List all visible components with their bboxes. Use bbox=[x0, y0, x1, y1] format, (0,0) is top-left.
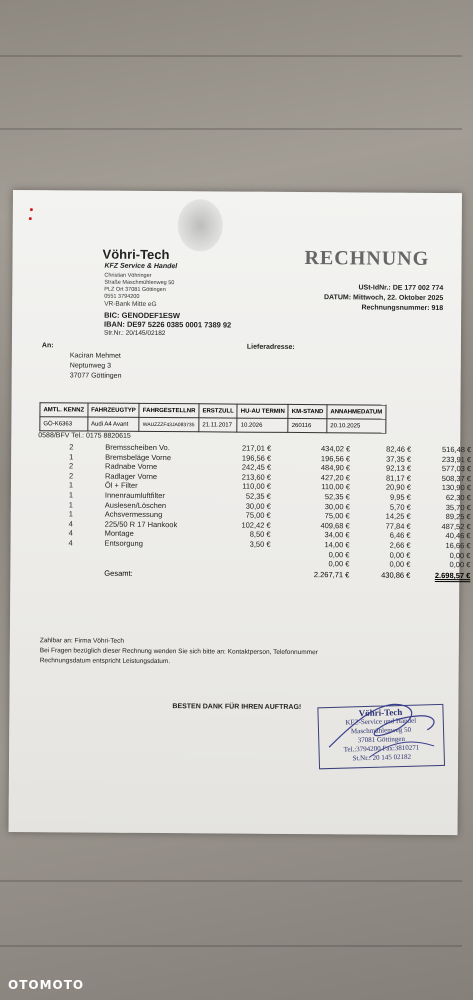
company-phone: 0551 3794200 bbox=[104, 293, 140, 300]
line-item-qty: 2 bbox=[69, 461, 74, 471]
line-item-vat: 2,66 € bbox=[389, 540, 411, 550]
company-name: Vöhri-Tech bbox=[102, 246, 170, 263]
invoice-date: DATUM: Mittwoch, 22. Oktober 2025 bbox=[323, 294, 444, 303]
vehicle-header-cell: FAHRGESTELLNR bbox=[139, 403, 199, 417]
line-item-desc: Radlager Vorne bbox=[104, 471, 158, 481]
company-subtitle: KFZ Service & Handel bbox=[104, 262, 178, 271]
line-item-vat: 0,00 € bbox=[389, 559, 411, 569]
line-item-desc: Entsorgung bbox=[104, 538, 143, 548]
totals-vat: 430,86 € bbox=[381, 570, 411, 580]
line-item-total: 434,02 € bbox=[320, 444, 351, 454]
line-item-qty: 1 bbox=[68, 499, 74, 510]
red-mark bbox=[30, 208, 33, 211]
line-item-qty: 1 bbox=[68, 490, 74, 500]
recipient-label: An: bbox=[41, 342, 54, 350]
smudge bbox=[178, 199, 223, 251]
vehicle-value-cell: 20.10.2025 bbox=[327, 419, 386, 433]
line-item-total: 75,00 € bbox=[324, 511, 350, 521]
line-item-row bbox=[40, 557, 471, 570]
line-item-desc: Auslesen/Löschen bbox=[104, 500, 167, 510]
line-item-vat: 37,35 € bbox=[386, 454, 412, 464]
totals-label: Gesamt: bbox=[104, 568, 133, 578]
line-item-vat: 9,95 € bbox=[389, 492, 411, 502]
line-item-qty: 4 bbox=[68, 538, 73, 548]
line-item-gross: 35,70 € bbox=[445, 502, 471, 512]
company-bank: VR-Bank Mitte eG bbox=[104, 300, 157, 309]
line-item-gross: 16,66 € bbox=[445, 541, 471, 551]
vehicle-header-cell: HU-AU TERMIN bbox=[237, 404, 288, 418]
line-item-unit: 75,00 € bbox=[245, 510, 271, 520]
line-item-unit: 52,35 € bbox=[245, 491, 271, 501]
line-item-unit: 30,00 € bbox=[245, 501, 271, 511]
company-stnr: Str.Nr.: 20/145/02182 bbox=[103, 329, 166, 338]
line-item-vat: 20,90 € bbox=[385, 483, 411, 493]
line-item-desc: Öl + Filter bbox=[104, 481, 138, 491]
stamp-line: St.Nr.: 20 145 02182 bbox=[352, 752, 412, 763]
line-item-gross: 508,37 € bbox=[441, 473, 472, 484]
line-item-unit: 102,42 € bbox=[241, 520, 271, 530]
line-item-desc: Radnabe Vorne bbox=[105, 461, 158, 472]
company-iban: IBAN: DE97 5226 0385 0001 7389 92 bbox=[104, 319, 232, 330]
customer-phone: 0588/BFV Tel.: 0175 8820615 bbox=[38, 432, 131, 440]
line-item-total: 409,68 € bbox=[320, 520, 350, 531]
line-item-total: 30,00 € bbox=[324, 501, 350, 511]
line-item-vat: 0,00 € bbox=[389, 550, 411, 560]
line-item-vat: 92,13 € bbox=[386, 463, 412, 473]
otomoto-watermark: OTOMOTO bbox=[8, 978, 85, 992]
line-item-unit: 242,45 € bbox=[241, 462, 272, 472]
stamp-line: Maschmühlenweg 50 bbox=[350, 725, 412, 736]
line-item-unit: 217,01 € bbox=[241, 443, 272, 453]
stamp-line: KFZ-Service und Handel bbox=[345, 716, 417, 727]
line-item-qty: 2 bbox=[68, 471, 74, 481]
questions-note: Bei Fragen bezüglich dieser Rechnung wenden Sie sich bitte an: Kontaktperson, Telefonnummer bbox=[39, 647, 318, 657]
line-item-total: 52,35 € bbox=[324, 492, 350, 502]
customer-city: 37077 Göttingen bbox=[69, 372, 122, 380]
line-item-vat: 77,84 € bbox=[385, 521, 411, 531]
line-item-gross: 516,48 € bbox=[441, 445, 472, 455]
vehicle-header-cell: AMTL. KENNZ bbox=[40, 403, 88, 417]
line-item-gross: 0,00 € bbox=[449, 550, 471, 560]
line-item-total: 110,00 € bbox=[321, 482, 350, 492]
line-item-desc: Bremsscheiben Vo. bbox=[105, 442, 170, 453]
line-item-gross: 487,52 € bbox=[441, 521, 471, 531]
line-item-gross: 40,46 € bbox=[445, 531, 471, 541]
red-mark bbox=[29, 217, 32, 220]
thanks-text: BESTEN DANK FÜR IHREN AUFTRAG! bbox=[172, 703, 302, 712]
line-item-unit: 3,50 € bbox=[249, 539, 271, 549]
document-title: RECHNUNG bbox=[304, 247, 430, 270]
line-item-gross: 89,25 € bbox=[445, 512, 471, 522]
date-note: Rechnungsdatum entspricht Leistungsdatum. bbox=[39, 657, 171, 666]
vehicle-value-cell: 21.11.2017 bbox=[199, 418, 237, 432]
line-item-unit: 8,50 € bbox=[249, 530, 271, 540]
line-item-qty: 1 bbox=[69, 451, 74, 462]
vehicle-header-cell: ERSTZULL bbox=[199, 404, 237, 418]
stamp-line: Tel.:3794200 Fax:3810271 bbox=[343, 743, 420, 754]
line-item-gross: 0,00 € bbox=[449, 560, 471, 570]
vehicle-value-cell: 10.2026 bbox=[237, 418, 288, 432]
line-item-gross: 62,30 € bbox=[445, 493, 471, 503]
line-item-total: 196,56 € bbox=[320, 453, 351, 463]
line-item-vat: 81,17 € bbox=[385, 473, 412, 483]
vehicle-value-cell: Audi A4 Avant bbox=[87, 417, 139, 431]
vat-id: USt-IdNr.: DE 177 002 774 bbox=[358, 284, 444, 293]
line-item-vat: 6,46 € bbox=[389, 531, 411, 541]
stamp-line: 37081 Göttingen bbox=[357, 734, 406, 745]
stamp-line: Vöhri-Tech bbox=[358, 706, 403, 719]
company-bic: BIC: GENODEF1ESW bbox=[104, 310, 181, 321]
signature bbox=[309, 687, 450, 768]
vehicle-header-cell: ANNAHMEDATUM bbox=[327, 405, 386, 419]
company-street: Straße Maschmühlenweg 50 bbox=[104, 279, 175, 287]
line-item-unit: 196,56 € bbox=[241, 453, 272, 463]
line-item-total: 427,20 € bbox=[320, 472, 351, 483]
vehicle-value-cell: 260116 bbox=[288, 418, 327, 432]
line-item-gross: 577,03 € bbox=[441, 464, 472, 474]
line-item-total: 14,00 € bbox=[324, 540, 350, 550]
customer-street: Neptunweg 3 bbox=[69, 362, 112, 370]
line-item-qty: 4 bbox=[68, 519, 73, 529]
payment-note: Zahlbar an: Firma Vöhri-Tech bbox=[39, 637, 125, 645]
line-item-gross: 233,91 € bbox=[441, 454, 472, 464]
line-item-qty: 2 bbox=[69, 442, 74, 452]
line-item-qty: 4 bbox=[68, 528, 73, 538]
line-item-desc: Achsvermessung bbox=[104, 509, 163, 520]
line-item-total: 0,00 € bbox=[328, 559, 350, 569]
vehicle-value-cell: WAUZZZF43JA083735 bbox=[139, 417, 199, 431]
vehicle-value-cell: GÖ-K6363 bbox=[40, 417, 88, 431]
vehicle-table bbox=[39, 402, 386, 433]
invoice-paper bbox=[9, 190, 472, 835]
line-item-desc: Montage bbox=[104, 529, 134, 539]
line-item-qty: 1 bbox=[68, 480, 74, 490]
line-item-gross: 130,90 € bbox=[441, 483, 471, 493]
line-item-vat: 82,46 € bbox=[386, 444, 412, 454]
vehicle-value-row bbox=[40, 417, 386, 433]
totals-gross: 2.698,57 € bbox=[434, 570, 471, 581]
delivery-label: Lieferadresse: bbox=[246, 343, 295, 351]
line-item-desc: 225/50 R 17 Hankook bbox=[104, 519, 178, 529]
line-item-qty: 1 bbox=[68, 509, 73, 519]
line-item-total: 0,00 € bbox=[328, 549, 350, 559]
company-city: PLZ Ort 37081 Göttingen bbox=[104, 286, 166, 294]
line-item-desc: Bremsbeläge Vorne bbox=[105, 452, 172, 462]
company-owner: Christian Vöhringer bbox=[104, 272, 152, 279]
vehicle-header-cell: FAHRZEUGTYP bbox=[88, 403, 140, 417]
line-item-total: 34,00 € bbox=[324, 530, 350, 540]
line-item-unit: 110,00 € bbox=[242, 481, 271, 492]
line-item-desc: Innenraumluftfilter bbox=[104, 490, 165, 501]
invoice-number: Rechnungsnummer: 918 bbox=[361, 304, 444, 313]
totals-net: 2.267,71 € bbox=[313, 570, 350, 580]
line-item-unit: 213,60 € bbox=[241, 472, 272, 482]
vehicle-header-cell: KM-STAND bbox=[288, 404, 327, 418]
line-item-vat: 14,25 € bbox=[385, 511, 411, 521]
line-item-total: 484,90 € bbox=[320, 463, 351, 473]
customer-name: Kaciran Mehmet bbox=[69, 352, 121, 360]
line-item-vat: 5,70 € bbox=[389, 502, 411, 512]
